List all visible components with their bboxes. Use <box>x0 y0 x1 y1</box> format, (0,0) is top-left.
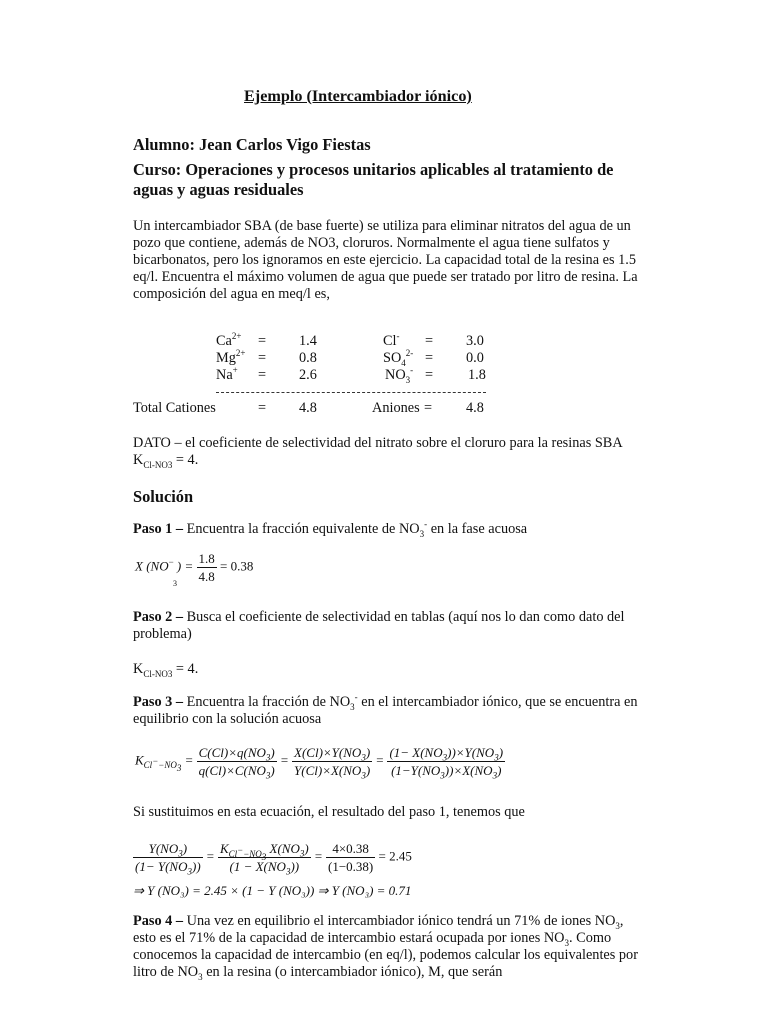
substitution-equation: $\frac{Y(NO_3)}{(1- Y(NO_3))}$ = $\frac{K_{Cl^--NO_3} X(NO_3)}{(1 - X(NO_3))}$ = $\frac{4\times 0.38}{(1-0.38)}$ = 2.45 <box>135 841 412 877</box>
cation-ion: Na+ <box>216 365 238 383</box>
anion-ion: $NO_3^-$ <box>385 365 414 385</box>
cation-ion: $Ca^{2+}$ <box>216 331 242 349</box>
result-line: ⇒ Y (NO₃) = 2.45 × (1 − Y (NO₃)) ⇒ Y (NO₃) = 0.71 <box>133 883 412 898</box>
cation-value: 2.6 <box>299 367 317 383</box>
cation-value: 1.4 <box>299 333 317 349</box>
step2-k: $K_{Cl-NO3} = 4$. <box>133 661 199 679</box>
student-name: Alumno: Jean Carlos Vigo Fiestas <box>133 135 371 154</box>
total-cations-value: 4.8 <box>299 400 317 416</box>
solution-heading: Solución <box>133 487 194 506</box>
cation-value: 0.8 <box>299 350 317 366</box>
dato-paragraph: DATO – el coeficiente de selectividad del nitrato sobre el cloruro para la resinas SBA $K_{Cl-NO3} = 4$. <box>133 435 623 470</box>
step2-text: Paso 2 – Busca el coeficiente de selectividad en tablas (aquí nos lo dan como dato del problema) <box>133 609 625 642</box>
selectivity-equation: $K_{Cl^--NO_3}$ = $\frac{C(Cl)\times q(NO_3)}{q(Cl)\times C(NO_3)}$ = $\frac{X(Cl)\times Y(NO_3)}{Y(Cl)\times X(NO_3)}$ = $\frac{(1- X(NO_3))\times Y(NO_3)}{(1-Y(NO_3))\times X(NO_3)}$ <box>135 745 504 781</box>
substitution-text: Si sustituimos en esta ecuación, el resultado del paso 1, tenemos que <box>133 804 525 820</box>
anion-value: 0.0 <box>466 350 484 366</box>
anion-value: 1.8 <box>468 367 486 383</box>
total-cations-label: Total Cationes <box>133 400 216 416</box>
anion-ion: Cl- <box>383 331 400 349</box>
course-name: Curso: Operaciones y procesos unitarios aplicables al tratamiento de aguas y aguas residuales <box>133 160 614 199</box>
cation-ion: $Mg^{2+}$ <box>216 348 246 366</box>
document-title: Ejemplo (Intercambiador iónico) <box>244 87 472 105</box>
anion-value: 3.0 <box>466 333 484 349</box>
step1-text: Paso 1 – Encuentra la fracción equivalente de $NO_3^-$ en la fase acuosa <box>133 519 528 539</box>
step3-text: Paso 3 – Encuentra la fracción de $NO_3^-$ en el intercambiador iónico, que se encuentra en equilibrio con la solución acuosa <box>133 692 638 727</box>
total-anions-label: Aniones <box>372 400 420 416</box>
step1-equation: X (NO− ) = $\frac{1.8}{4.8}$ = 0.38 3 <box>135 551 254 588</box>
intro-paragraph: Un intercambiador SBA (de base fuerte) se utiliza para eliminar nitratos del agua de un pozo que contiene, además de NO3, cloruros. Normalmente el agua tiene sulfatos y bicarbonatos, pero los ignoramos en este ejercicio. La capacidad total de la resina es 1.5 eq/l. Encuentra el máximo volumen de agua que puede ser tratado por litro de resina. La composición del agua en meq/l es, <box>133 218 638 302</box>
table-divider <box>216 392 486 393</box>
step4-text: Paso 4 – Una vez en equilibrio el intercambiador iónico tendrá un 71% de iones $NO_3$, esto es el 71% de la capacidad de intercambio estará ocupada por iones $NO_3$. Como conocemos la capacidad de intercambio (en eq/l), podemos calcular los equivalentes por litro de $NO_3$ en la resina (o intercambiador iónico), M, que serán <box>133 913 638 982</box>
total-anions-value: 4.8 <box>466 400 484 416</box>
anion-ion: $SO_4^{2-}$ <box>383 348 414 368</box>
